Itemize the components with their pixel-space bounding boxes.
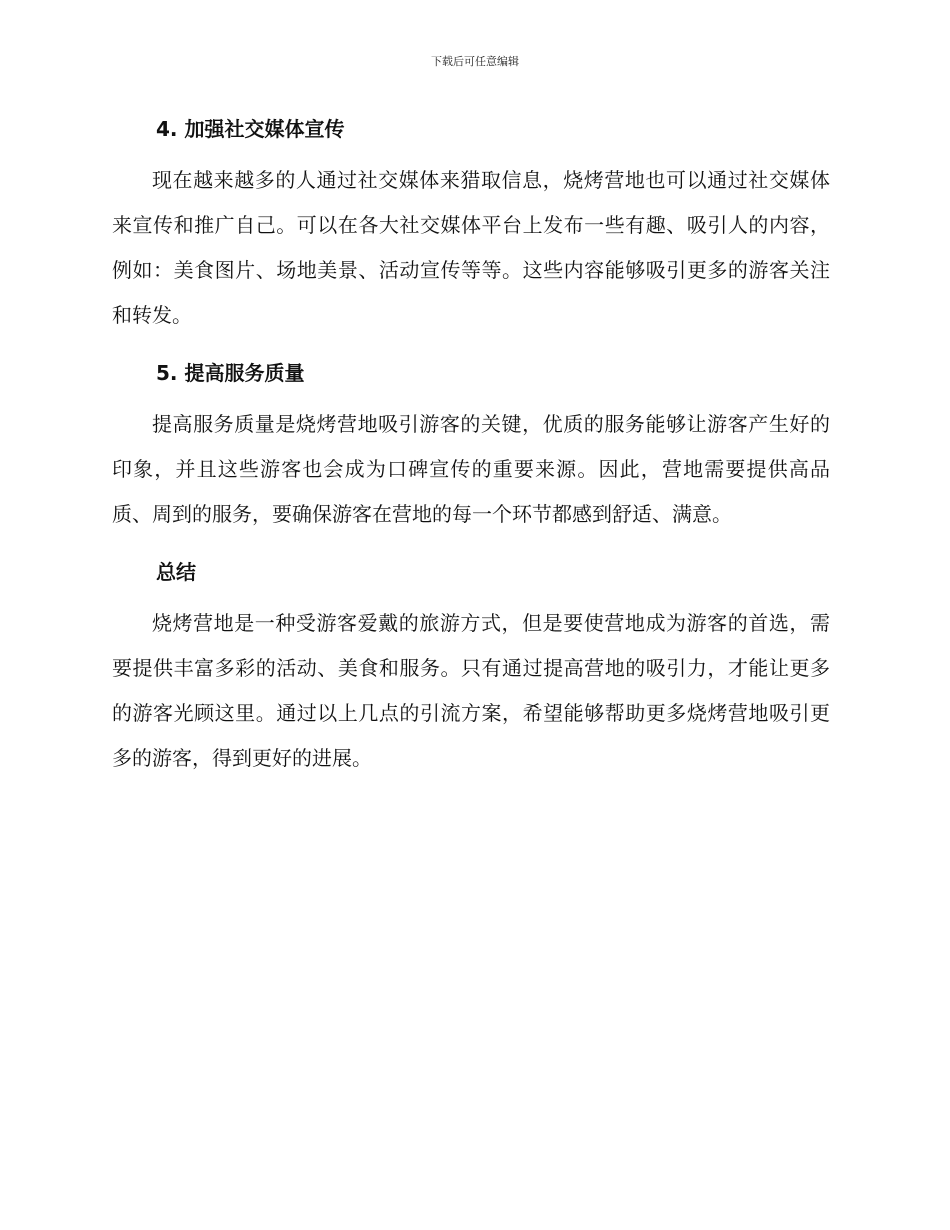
page-header: 下载后可任意编辑 bbox=[431, 55, 519, 68]
section-heading-service-quality: 5. 提高服务质量 bbox=[156, 361, 305, 385]
section-paragraph-social-media: 现在越来越多的人通过社交媒体来猎取信息，烧烤营地也可以通过社交媒体来宣传和推广自己。可以在各大社交媒体平台上发布一些有趣、吸引人的内容，例如：美食图片、场地美景、活动宣传等等。这些内容能够吸引更多的游客关注和转发。 bbox=[112, 168, 830, 327]
document-body bbox=[112, 114, 830, 801]
section-heading-summary: 总结 bbox=[156, 560, 196, 584]
section-paragraph-service-quality: 提高服务质量是烧烤营地吸引游客的关键，优质的服务能够让游客产生好的印象，并且这些游客也会成为口碑宣传的重要来源。因此，营地需要提供高品质、周到的服务，要确保游客在营地的每一个环节都感到舒适、满意。 bbox=[112, 412, 830, 526]
section-paragraph-summary: 烧烤营地是一种受游客爱戴的旅游方式，但是要使营地成为游客的首选，需要提供丰富多彩的活动、美食和服务。只有通过提高营地的吸引力，才能让更多的游客光顾这里。通过以上几点的引流方案，希望能够帮助更多烧烤营地吸引更多的游客，得到更好的进展。 bbox=[112, 611, 830, 770]
section-heading-social-media: 4. 加强社交媒体宣传 bbox=[156, 117, 345, 141]
